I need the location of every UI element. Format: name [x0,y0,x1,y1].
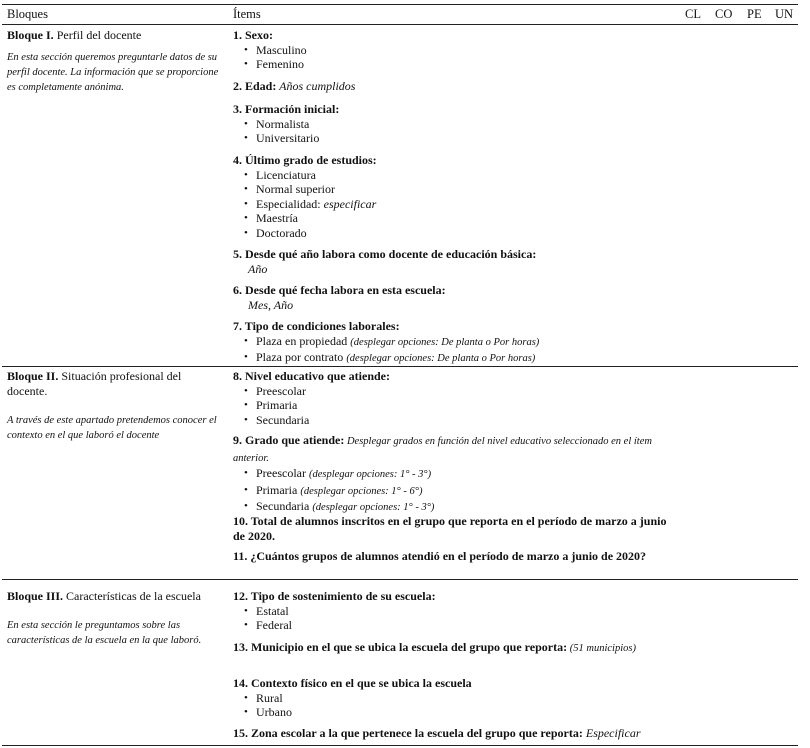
item-5-answer-hint: Año [248,261,268,276]
header-co: CO [715,7,733,21]
item-12 [233,589,673,633]
item-3-question: 3. Formación inicial: [233,102,340,116]
block1-title: Bloque I. Perfil del docente [7,28,142,42]
table-bottom-rule [2,745,798,746]
item-13-question: 13. Municipio en el que se ubica la escuela del grupo que reporta: (51 municipios) [233,640,636,654]
block3-description: En esta sección le preguntamos sobre las características de la escuela en la que laboró. [7,620,202,646]
header-pe: PE [747,7,762,21]
list-item: • Femenino [233,57,673,72]
item-3 [233,102,673,146]
item-7-question: 7. Tipo de condiciones laborales: [233,319,400,333]
list-item: • Plaza por contrato (desplegar opciones: De planta o Por horas) [233,350,673,367]
header-un: UN [775,7,794,21]
item-6-question: 6. Desde qué fecha labora en esta escuela: [233,283,446,297]
item-2 [233,79,673,94]
item-2-question: 2. Edad: Años cumplidos [233,79,356,93]
list-item: • Primaria [233,398,673,413]
item-11 [233,549,673,564]
item-10 [233,514,673,543]
list-item: • Federal [233,618,673,633]
list-item: • Estatal [233,604,673,619]
item-4 [233,153,673,240]
item-9-question: 9. Grado que atiende: Desplegar grados en función del nivel educativo seleccionado en el ítem anterior. [233,433,652,464]
list-item: • Masculino [233,43,673,58]
item-10-question: 10. Total de alumnos inscritos en el grupo que reporta en el período de marzo a junio de 2020. [233,514,667,543]
item-15-question: 15. Zona escolar a la que pertenece la escuela del grupo que reporta: Especificar [233,726,641,740]
block2-description: A través de este apartado pretendemos conocer el contexto en el que laboró el docente [7,415,217,441]
item-11-question: 11. ¿Cuántos grupos de alumnos atendió en el período de marzo a junio de 2020? [233,549,647,563]
list-item: • Maestría [233,211,673,226]
list-item: • Urbano [233,705,673,720]
item-5 [233,247,673,276]
item-7 [233,319,673,367]
list-item: • Especialidad: especificar [233,197,673,212]
item-6-answer-hint: Mes, Año [248,297,294,312]
item-1 [233,28,673,72]
item-6 [233,283,673,312]
item-14 [233,676,673,720]
header-items: Ítems [233,7,261,21]
list-item: • Normalista [233,117,673,132]
block1-description: En esta sección queremos preguntarle datos de su perfil docente. La información que se proporcione es completamente anónima. [7,52,219,93]
list-item: • Preescolar (desplegar opciones: 1° - 3°) [233,466,673,483]
item-15 [233,726,683,741]
header-rule [2,24,798,25]
item-8 [233,369,673,427]
list-item: • Plaza en propiedad (desplegar opciones: De planta o Por horas) [233,334,673,351]
item-14-question: 14. Contexto físico en el que se ubica la escuela [233,676,472,690]
list-item: • Secundaria [233,413,673,428]
list-item: • Doctorado [233,226,673,241]
block2-title: Bloque II. Situación profesional del docente. [7,369,182,398]
list-item: • Preescolar [233,384,673,399]
list-item: • Primaria (desplegar opciones: 1° - 6°) [233,483,673,500]
list-item: • Universitario [233,131,673,146]
item-9 [233,433,673,516]
list-item: • Rural [233,691,673,706]
item-5-question: 5. Desde qué año labora como docente de educación básica: [233,247,537,261]
item-1-question: 1. Sexo: [233,28,273,42]
block3-title: Bloque III. Características de la escuela [7,589,201,603]
header-cl: CL [685,7,701,21]
item-12-question: 12. Tipo de sostenimiento de su escuela: [233,589,436,603]
table-top-rule [2,4,798,5]
header-bloques: Bloques [7,7,48,21]
list-item: • Licenciatura [233,168,673,183]
item-13 [233,640,673,657]
item-8-question: 8. Nivel educativo que atiende: [233,369,390,383]
list-item: • Normal superior [233,182,673,197]
block2-end-rule [2,579,798,580]
item-4-question: 4. Último grado de estudios: [233,153,377,167]
list-item: • Secundaria (desplegar opciones: 1° - 3°) [233,499,673,516]
